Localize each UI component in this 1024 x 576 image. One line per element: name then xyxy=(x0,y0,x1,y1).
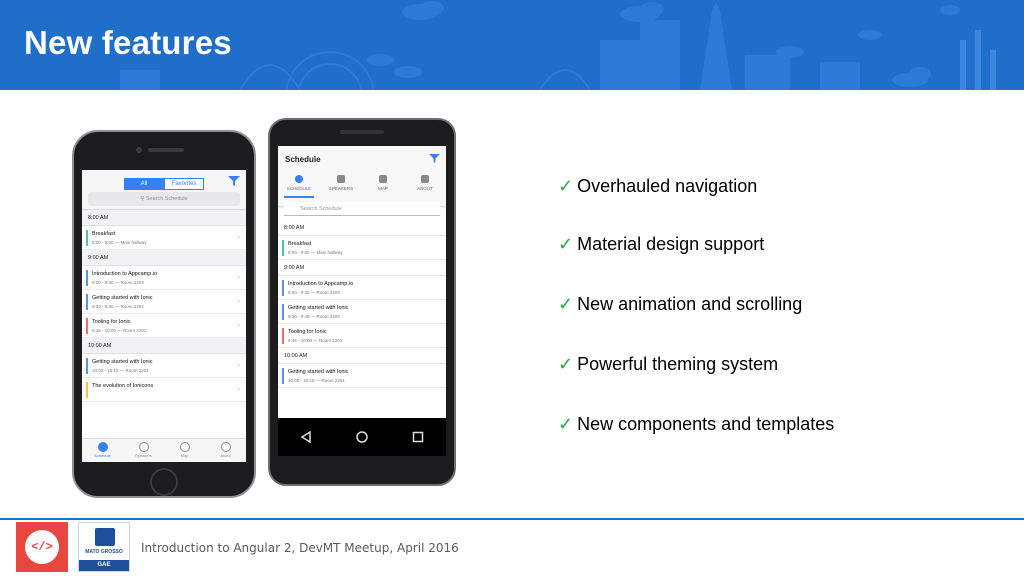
session-title: Breakfast xyxy=(288,241,312,247)
schedule-item[interactable] xyxy=(278,276,446,300)
feature-item xyxy=(558,176,757,206)
footer-caption: Introduction to Angular 2, DevMT Meetup, April 2016 xyxy=(141,541,459,555)
android-app-screen xyxy=(278,146,446,418)
schedule-time-divider: 10:00 AM xyxy=(278,348,446,364)
session-time-room: 9:45 - 10:00 — Room 2201 xyxy=(92,328,147,333)
checkmark-icon: ✓ xyxy=(558,354,574,374)
feature-item xyxy=(558,354,778,384)
checkmark-icon: ✓ xyxy=(558,234,574,254)
iphone-camera xyxy=(136,147,142,153)
checkmark-icon: ✓ xyxy=(558,414,574,434)
checkmark-icon: ✓ xyxy=(558,176,574,196)
tab-label: About xyxy=(220,453,231,458)
tab-icon xyxy=(98,442,108,452)
chevron-right-icon: › xyxy=(237,386,240,393)
schedule-item[interactable] xyxy=(82,354,246,378)
schedule-item[interactable] xyxy=(82,226,246,250)
session-title: Tooling for Ionic xyxy=(288,329,327,335)
ios-toolbar xyxy=(82,170,246,210)
code-logo-glyph: </> xyxy=(25,530,59,564)
chevron-right-icon: › xyxy=(237,274,240,281)
session-title: The evolution of Ionicons xyxy=(92,383,154,389)
schedule-item[interactable] xyxy=(278,300,446,324)
schedule-item[interactable] xyxy=(278,324,446,348)
session-title: Getting started with Ionic xyxy=(92,295,153,301)
track-color-bar xyxy=(282,368,284,384)
ios-tab-speakers[interactable] xyxy=(123,439,164,462)
md-tab-map[interactable] xyxy=(362,172,404,196)
feature-item xyxy=(558,414,834,444)
session-time-room: 9:00 - 9:30 — Room 2203 xyxy=(92,280,144,285)
track-color-bar xyxy=(86,358,88,374)
schedule-time-divider: 9:00 AM xyxy=(278,260,446,276)
tab-icon xyxy=(221,442,231,452)
ios-tab-map[interactable] xyxy=(164,439,205,462)
session-time-room: 9:30 - 9:45 — Room 2202 xyxy=(92,304,144,309)
code-logo xyxy=(16,522,68,572)
schedule-time-divider: 10:00 AM xyxy=(82,338,246,354)
ios-search-input[interactable] xyxy=(88,192,240,206)
tab-icon xyxy=(295,175,303,183)
track-color-bar xyxy=(86,270,88,286)
footer-divider xyxy=(0,518,1024,520)
ios-search-placeholder: Search Schedule xyxy=(145,196,188,202)
track-color-bar xyxy=(282,240,284,256)
tab-label: Schedule xyxy=(94,453,111,458)
session-title: Tooling for Ionic xyxy=(92,319,131,325)
tab-label: MAP xyxy=(378,186,388,191)
feature-label: Material design support xyxy=(577,234,765,254)
tab-icon xyxy=(139,442,149,452)
md-tab-about[interactable] xyxy=(404,172,446,196)
session-title: Getting started with Ionic xyxy=(92,359,153,365)
android-nav-bar xyxy=(278,418,446,456)
session-time-room: 9:30 - 9:45 — Room 2202 xyxy=(288,314,340,319)
session-time-room: 8:00 - 9:00 — Main hallway xyxy=(92,240,147,245)
iphone-speaker xyxy=(148,148,184,152)
chevron-right-icon: › xyxy=(237,322,240,329)
ios-tab-bar xyxy=(82,438,246,462)
tab-label: ABOUT xyxy=(417,186,433,191)
feature-item xyxy=(558,294,802,324)
md-tab-schedule[interactable] xyxy=(278,172,320,196)
session-time-room: 8:00 - 9:00 — Main hallway xyxy=(288,250,343,255)
track-color-bar xyxy=(86,294,88,310)
tab-icon xyxy=(379,175,387,183)
schedule-item[interactable] xyxy=(82,378,246,402)
ios-app-screen xyxy=(82,170,246,462)
session-title: Introduction to Appcamp.io xyxy=(288,281,354,287)
schedule-time-divider: 8:00 AM xyxy=(82,210,246,226)
md-tab-bar xyxy=(278,172,446,196)
session-time-room: 10:00 - 10:15 — Room 2201 xyxy=(92,368,149,373)
track-color-bar xyxy=(282,304,284,320)
session-title: Breakfast xyxy=(92,231,116,237)
md-tab-speakers[interactable] xyxy=(320,172,362,196)
feature-label: Powerful theming system xyxy=(577,354,779,374)
tab-label: SPEAKERS xyxy=(328,186,354,191)
gae-logo-label: GAE xyxy=(79,560,129,571)
schedule-item[interactable] xyxy=(82,314,246,338)
iphone-mockup xyxy=(72,130,256,498)
schedule-item[interactable] xyxy=(82,290,246,314)
filter-icon[interactable] xyxy=(429,154,440,163)
crest-icon xyxy=(95,528,115,546)
recents-icon[interactable] xyxy=(412,431,424,443)
session-title: Getting started with Ionic xyxy=(288,305,349,311)
slide-title: New features xyxy=(24,24,232,61)
search-icon: ⚲ xyxy=(140,196,146,202)
schedule-time-divider: 8:00 AM xyxy=(278,220,446,236)
back-icon[interactable] xyxy=(300,431,312,443)
ios-schedule-list xyxy=(82,210,246,402)
feature-label: Overhauled navigation xyxy=(577,176,758,196)
checkmark-icon: ✓ xyxy=(558,294,574,314)
feature-item xyxy=(558,234,764,264)
ios-tab-about[interactable] xyxy=(205,439,246,462)
segment-favorites[interactable]: Favorites xyxy=(164,178,204,190)
gae-logo-name: MATO GROSSO xyxy=(85,549,123,555)
feature-label: New animation and scrolling xyxy=(577,294,803,314)
md-schedule-list xyxy=(278,220,446,388)
track-color-bar xyxy=(282,328,284,344)
schedule-time-divider: 9:00 AM xyxy=(82,250,246,266)
filter-icon[interactable] xyxy=(228,176,240,186)
feature-label: New components and templates xyxy=(577,414,835,434)
track-color-bar xyxy=(86,318,88,334)
chevron-right-icon: › xyxy=(237,362,240,369)
home-icon[interactable] xyxy=(356,431,368,443)
md-search-input[interactable] xyxy=(284,202,440,216)
schedule-item[interactable] xyxy=(278,364,446,388)
session-title: Getting started with Ionic xyxy=(288,369,349,375)
android-speaker xyxy=(340,130,384,134)
tab-label: SCHEDULE xyxy=(286,186,312,191)
iphone-home-button xyxy=(150,468,178,496)
schedule-item[interactable] xyxy=(82,266,246,290)
segment-all[interactable]: All xyxy=(124,178,164,190)
track-color-bar xyxy=(282,280,284,296)
session-time-room: 10:00 - 10:15 — Room 2201 xyxy=(288,378,345,383)
ios-tab-schedule[interactable] xyxy=(82,439,123,462)
track-color-bar xyxy=(86,230,88,246)
chevron-right-icon: › xyxy=(237,298,240,305)
tab-icon xyxy=(421,175,429,183)
chevron-right-icon: › xyxy=(237,234,240,241)
session-title: Introduction to Appcamp.io xyxy=(92,271,158,277)
md-search-placeholder: Search Schedule xyxy=(300,206,342,212)
header-banner xyxy=(0,0,1024,90)
session-time-room: 9:00 - 9:30 — Room 2203 xyxy=(288,290,340,295)
android-mockup xyxy=(268,118,456,486)
schedule-item[interactable] xyxy=(278,236,446,260)
track-color-bar xyxy=(86,382,88,398)
tab-label: Map xyxy=(180,453,189,458)
tab-icon xyxy=(180,442,190,452)
gae-logo xyxy=(78,522,130,572)
session-time-room: 9:45 - 10:00 — Room 2201 xyxy=(288,338,343,343)
tab-icon xyxy=(337,175,345,183)
tab-label: Speakers xyxy=(135,453,152,458)
md-toolbar xyxy=(278,146,446,206)
md-page-title: Schedule xyxy=(285,155,321,164)
